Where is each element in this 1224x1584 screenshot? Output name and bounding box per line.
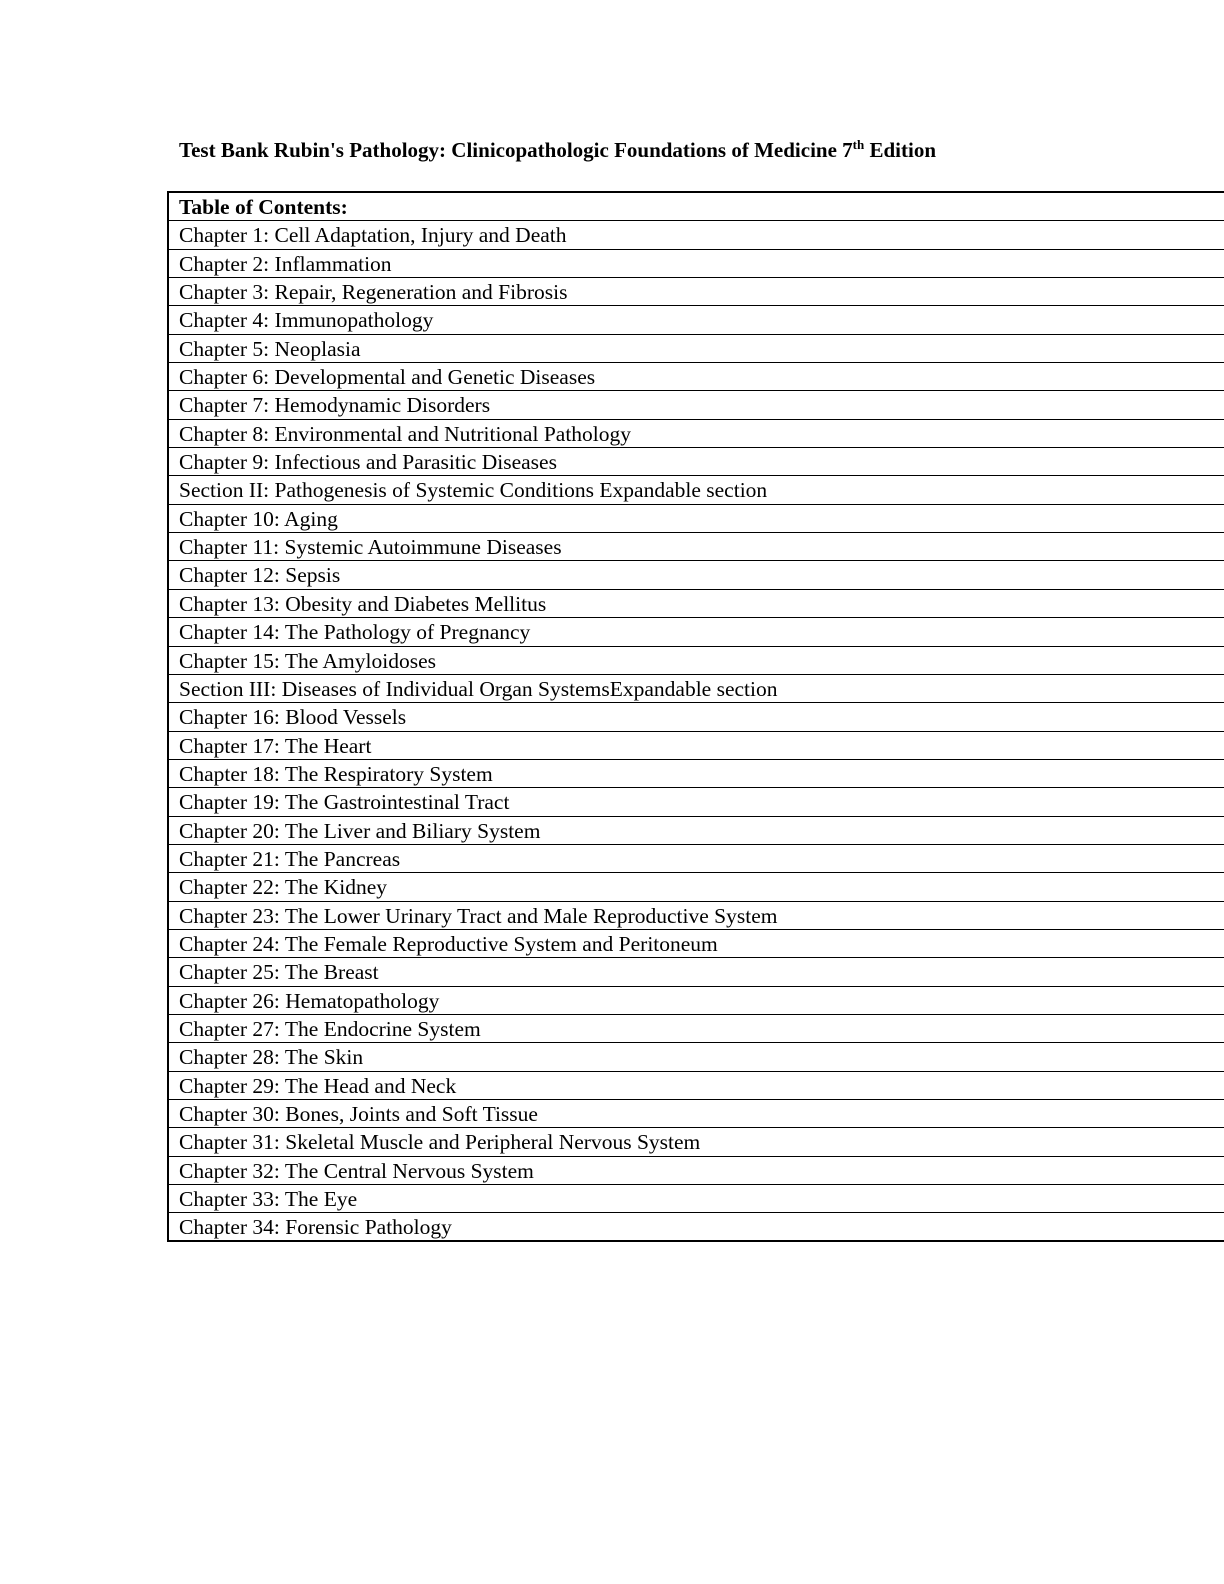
toc-entry: Chapter 12: Sepsis: [169, 561, 1224, 589]
table-of-contents: [167, 191, 1224, 1242]
toc-entry: Chapter 32: The Central Nervous System: [169, 1157, 1224, 1185]
toc-entry: Chapter 5: Neoplasia: [169, 335, 1224, 363]
toc-section-entry: Section III: Diseases of Individual Organ SystemsExpandable section: [169, 675, 1224, 703]
toc-entry: Chapter 21: The Pancreas: [169, 845, 1224, 873]
toc-section-entry: Section II: Pathogenesis of Systemic Conditions Expandable section: [169, 476, 1224, 504]
toc-entry: Chapter 15: The Amyloidoses: [169, 647, 1224, 675]
toc-entry: Chapter 9: Infectious and Parasitic Diseases: [169, 448, 1224, 476]
toc-entry: Chapter 30: Bones, Joints and Soft Tissue: [169, 1100, 1224, 1128]
toc-entry: Chapter 22: The Kidney: [169, 873, 1224, 901]
toc-entry: Chapter 23: The Lower Urinary Tract and Male Reproductive System: [169, 902, 1224, 930]
toc-entry: Chapter 24: The Female Reproductive System and Peritoneum: [169, 930, 1224, 958]
document-title-end: Edition: [864, 138, 937, 162]
toc-entry: Chapter 8: Environmental and Nutritional Pathology: [169, 420, 1224, 448]
document-title-main: Test Bank Rubin's Pathology: Clinicopathologic Foundations of Medicine 7: [179, 138, 853, 162]
toc-entry: Chapter 18: The Respiratory System: [169, 760, 1224, 788]
toc-entry: Chapter 14: The Pathology of Pregnancy: [169, 618, 1224, 646]
toc-entry: Chapter 26: Hematopathology: [169, 987, 1224, 1015]
toc-entry: Chapter 33: The Eye: [169, 1185, 1224, 1213]
toc-entry: Chapter 10: Aging: [169, 505, 1224, 533]
toc-entry: Chapter 1: Cell Adaptation, Injury and Death: [169, 221, 1224, 249]
toc-entry: Chapter 13: Obesity and Diabetes Mellitus: [169, 590, 1224, 618]
toc-entry: Chapter 28: The Skin: [169, 1043, 1224, 1071]
document-title: [179, 136, 936, 164]
toc-entry: Chapter 19: The Gastrointestinal Tract: [169, 788, 1224, 816]
toc-entry: Chapter 2: Inflammation: [169, 250, 1224, 278]
toc-entry: Chapter 34: Forensic Pathology: [169, 1213, 1224, 1241]
toc-entry: Chapter 4: Immunopathology: [169, 306, 1224, 334]
toc-entry: Chapter 11: Systemic Autoimmune Diseases: [169, 533, 1224, 561]
toc-entry: Chapter 3: Repair, Regeneration and Fibrosis: [169, 278, 1224, 306]
toc-entry: Chapter 16: Blood Vessels: [169, 703, 1224, 731]
toc-entry: Chapter 20: The Liver and Biliary System: [169, 817, 1224, 845]
toc-entry: Chapter 31: Skeletal Muscle and Peripheral Nervous System: [169, 1128, 1224, 1156]
toc-heading: Table of Contents:: [169, 193, 1224, 221]
toc-entry: Chapter 25: The Breast: [169, 958, 1224, 986]
toc-entry: Chapter 7: Hemodynamic Disorders: [169, 391, 1224, 419]
toc-entry: Chapter 17: The Heart: [169, 732, 1224, 760]
toc-entry: Chapter 27: The Endocrine System: [169, 1015, 1224, 1043]
toc-entry: Chapter 6: Developmental and Genetic Diseases: [169, 363, 1224, 391]
toc-entry: Chapter 29: The Head and Neck: [169, 1072, 1224, 1100]
document-title-superscript: th: [852, 137, 865, 152]
